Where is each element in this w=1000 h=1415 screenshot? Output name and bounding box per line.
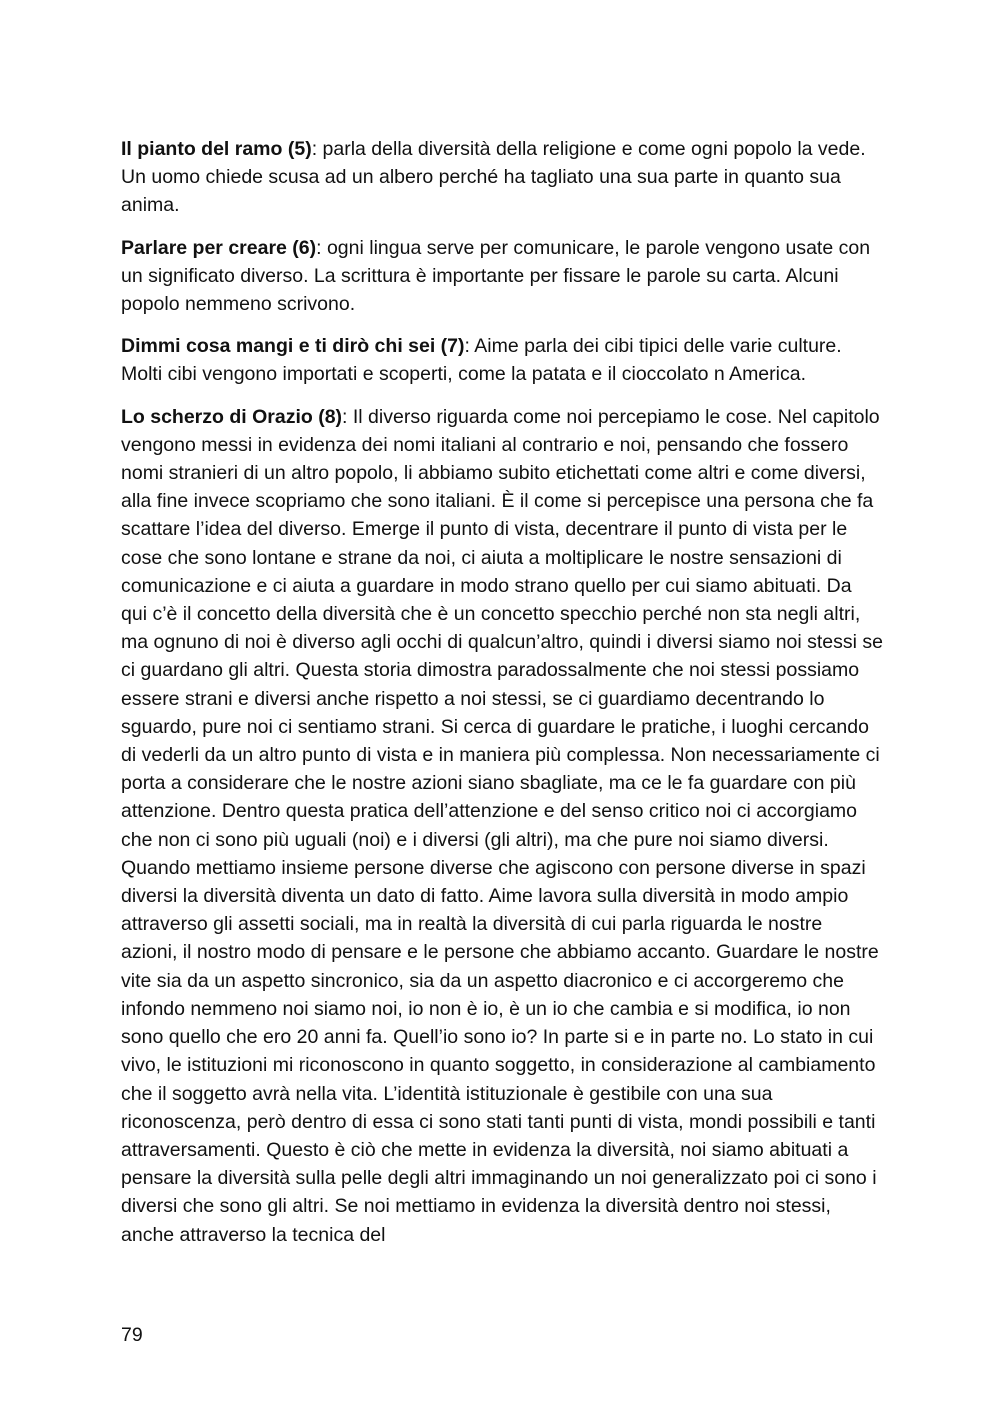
paragraph-parlare-per-creare [121, 234, 883, 319]
paragraph-text: : ogni lingua serve per comunicare, le parole vengono usate con un significato diverso. La scrittura è importante per fissare le parole su carta. Alcuni popolo nemmeno scrivono. [121, 236, 871, 316]
paragraph-text: : Aime parla dei cibi tipici delle varie culture. Molti cibi vengono importati e scoperti, come la patata e il cioccolato n America. [121, 335, 842, 386]
paragraph-scherzo-di-orazio [121, 403, 883, 1249]
paragraph-dimmi-cosa-mangi [121, 332, 883, 388]
page-body [121, 135, 883, 1263]
page-number: 79 [121, 1324, 143, 1346]
paragraph-text: : parla della diversità della religione e come ogni popolo la vede. Un uomo chiede scusa ad un albero perché ha tagliato una sua parte in quanto sua anima. [121, 138, 866, 217]
paragraph-term: Il pianto del ramo (5) [121, 138, 312, 160]
paragraph-text: : Il diverso riguarda come noi percepiamo le cose. Nel capitolo vengono messi in evidenza dei nomi italiani al contrario e noi, pensando che fossero nomi stranieri di un altro popolo, li abbiamo subito etichettati come altri e come diversi, alla fine invece scopriamo che sono italiani. È il come si percepisce una persona che fa scattare l’idea del diverso. Emerge il punto di vista, decentrare il punto di vista per le cose che sono lontane e strane da noi, ci aiuta a moltiplicare le nostre sensazioni di comunicazione e ci aiuta a guardare in modo strano quello per cui siamo abituati. Da qui c’è il concetto della diversità che è un concetto specchio perché non sta negli altri, ma ognuno di noi è diverso agli occhi di qualcun’altro, quindi i diversi siamo noi stessi se ci guardano gli altri. Questa storia dimostra paradossalmente che noi stessi possiamo essere strani e diversi anche rispetto a noi stessi, se ci guardiamo decentrando lo sguardo, pure noi ci sentiamo strani. Si cerca di guardare le pratiche, i luoghi cercando di vederli da un altro punto di vista e in maniera più complessa. Non necessariamente ci porta a considerare che le nostre azioni siano sbagliate, ma ce le fa guardare con più attenzione. Dentro questa pratica dell’attenzione e del senso critico noi ci accorgiamo che non ci sono più uguali (noi) e i diversi (gli altri), ma che pure noi siamo diversi. Quando mettiamo insieme persone diverse che agiscono con persone diverse in spazi diversi la diversità diventa un dato di fatto. Aime lavora sulla diversità in modo ampio attraverso gli assetti sociali, ma in realtà la diversità di cui parla riguarda le nostre azioni, il nostro modo di pensare e le persone che abbiamo accanto. Guardare le nostre vite sia da un aspetto sincronico, sia da un aspetto diacronico e ci accorgeremo che infondo nemmeno noi siamo noi, io non è io, è un io che cambia e si modifica, io non sono quello che ero 20 anni fa. Quell’io sono io? In parte si e in parte no. Lo stato in cui vivo, le istituzioni mi riconoscono in quanto soggetto, in considerazione al cambiamento che il soggetto avrà nella vita. L’identità istituzionale è gestibile con una sua riconoscenza, però dentro di essa ci sono stati tanti punti di vista, mondi possibili e tanti attraversamenti. Questo è ciò che mette in evidenza la diversità, noi siamo abituati a pensare la diversità sulla pelle degli altri immaginando un noi generalizzato poi ci sono i diversi che sono gli altri. Se noi mettiamo in evidenza la diversità dentro noi stessi, anche attraverso la tecnica del [121, 405, 883, 1246]
paragraph-pianto-del-ramo [121, 135, 883, 220]
paragraph-term: Lo scherzo di Orazio (8) [121, 405, 343, 428]
paragraph-term: Dimmi cosa mangi e ti dirò chi sei (7) [121, 335, 465, 358]
paragraph-term: Parlare per creare (6) [121, 236, 317, 259]
